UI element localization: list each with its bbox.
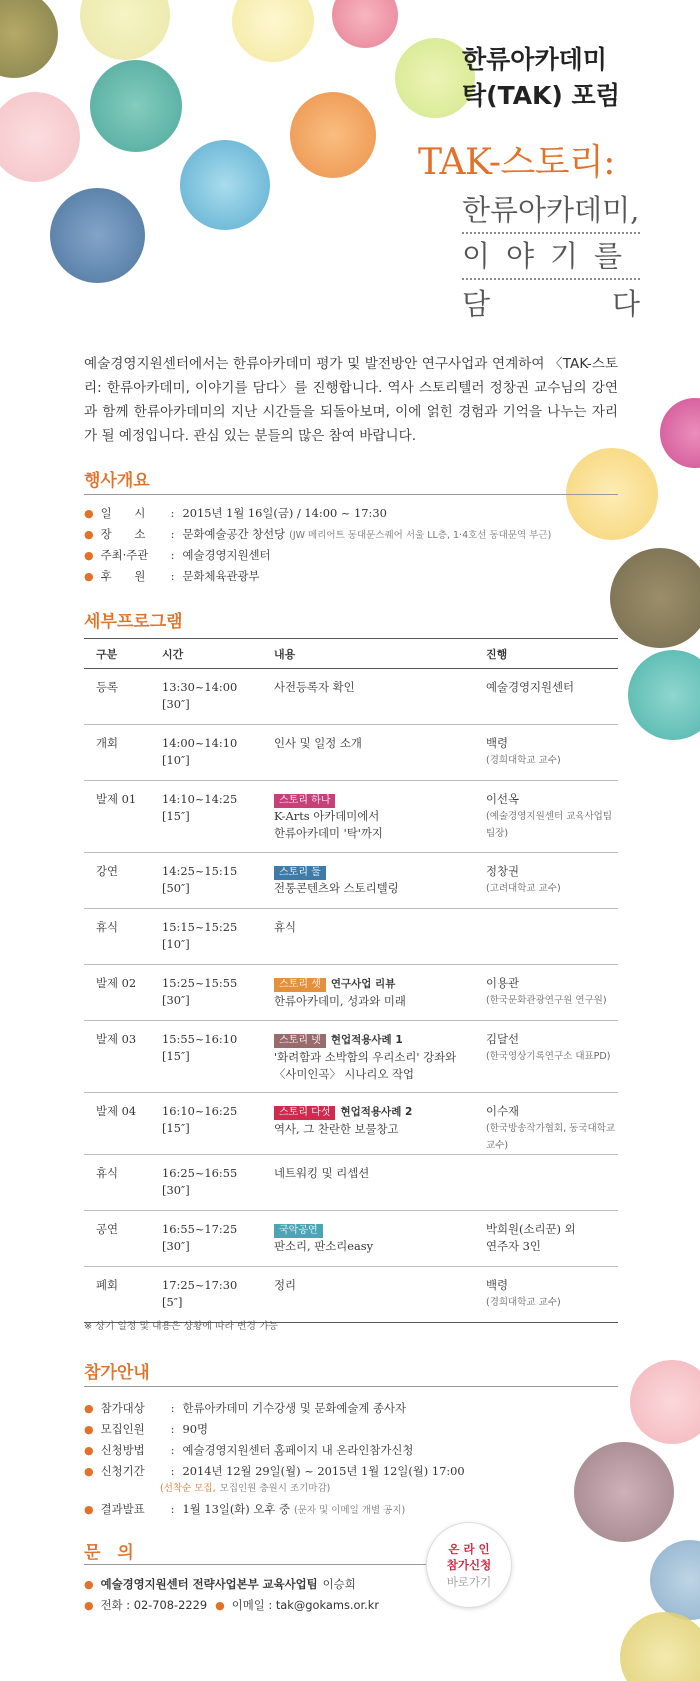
overview-note: (JW 메리어트 동대문스퀘어 서울 LL층, 1·4호선 동대문역 부근): [289, 530, 552, 541]
story-tag: 스토리 셋: [274, 978, 326, 992]
program-time-cell: [150, 669, 262, 725]
decor-blob: [574, 1442, 674, 1542]
participation-key: 신청방법: [100, 1443, 145, 1457]
program-host: 백령: [486, 1278, 509, 1292]
program-content: 사전등록자 확인: [274, 680, 355, 694]
decor-blob: [0, 0, 58, 78]
program-time-cell: [150, 1021, 262, 1093]
program-content-cell: [262, 781, 474, 853]
decor-blob: [650, 1540, 700, 1620]
subtitle-line-3-b: 다: [611, 287, 640, 321]
overview-item: ● 후 원 : 문화체육관광부: [84, 569, 260, 583]
online-button-line-3: 바로가기: [446, 1575, 492, 1589]
contact-phone: 전화 : 02-708-2229: [100, 1598, 208, 1612]
program-duration: [10″]: [162, 753, 190, 767]
program-type-label: 휴식: [96, 920, 119, 934]
program-duration: [15″]: [162, 1121, 190, 1135]
decor-blob: [290, 92, 376, 178]
program-host-sub: (한국방송작가협회, 동국대학교 교수): [486, 1123, 616, 1151]
program-host-cell: [474, 853, 618, 909]
program-content-cell: [262, 965, 474, 1021]
program-content: 정리: [274, 1278, 297, 1292]
bullet-icon: ●: [84, 1402, 94, 1415]
program-host-sub: (한국문화관광연구원 연구원): [486, 995, 607, 1006]
table-row: [84, 781, 618, 853]
overview-value: 문화체육관광부: [182, 569, 260, 583]
program-type: [84, 725, 150, 781]
program-time-cell: [150, 1211, 262, 1267]
program-time: 16:10~16:25: [162, 1104, 238, 1118]
col-header-type: 구분: [84, 639, 150, 669]
program-host: 김달선: [486, 1032, 520, 1046]
contact-org: 예술경영지원센터 전략사업본부 교육사업팀: [100, 1577, 318, 1591]
bullet-icon: ●: [84, 1423, 94, 1436]
participation-value: 예술경영지원센터 홈페이지 내 온라인참가신청: [182, 1443, 414, 1457]
program-type: [84, 853, 150, 909]
story-tag: 스토리 다섯: [274, 1106, 335, 1120]
poster-title: [462, 42, 620, 114]
program-type-label: 발제 01: [96, 792, 137, 806]
program-duration: [5″]: [162, 1295, 183, 1309]
program-time-cell: [150, 781, 262, 853]
program-type-label: 개회: [96, 736, 119, 750]
program-time: 15:15~15:25: [162, 920, 238, 934]
program-content: 인사 및 일정 소개: [274, 736, 362, 750]
program-duration: [30″]: [162, 697, 190, 711]
overview-title: 행사개요: [84, 471, 150, 491]
overview-item: ● 주최·주관 : 예술경영지원센터: [84, 548, 271, 562]
program-type: [84, 1021, 150, 1093]
program-host-cell: [474, 1021, 618, 1093]
overview-value: 예술경영지원센터: [182, 548, 271, 562]
decor-blob: [180, 140, 270, 230]
period-note-grey: 모집인원 충원시 조기마감): [219, 1483, 331, 1494]
story-tag-title: 연구사업 리뷰: [330, 978, 396, 990]
program-content: 휴식: [274, 920, 297, 934]
program-host-cell: [474, 781, 618, 853]
tak-story-heading: TAK-스토리:: [418, 142, 615, 183]
story-tag: 스토리 하나: [274, 794, 335, 808]
table-row: [84, 1093, 618, 1155]
table-row: [84, 669, 618, 725]
program-time-cell: [150, 1267, 262, 1323]
program-host-sub: (한국영상기록연구소 대표PD): [486, 1051, 611, 1062]
program-time: 16:25~16:55: [162, 1166, 238, 1180]
program-host: 정창권: [486, 864, 520, 878]
program-host: 이용관: [486, 976, 520, 990]
participation-title: 참가안내: [84, 1363, 150, 1383]
bullet-icon: ●: [215, 1599, 225, 1612]
program-host: 예술경영지원센터: [486, 680, 575, 694]
program-type: [84, 1267, 150, 1323]
program-time-cell: [150, 909, 262, 965]
decor-blob: [0, 92, 80, 182]
program-duration: [10″]: [162, 937, 190, 951]
program-content-cell: [262, 853, 474, 909]
participation-item: ● 신청방법 : 예술경영지원센터 홈페이지 내 온라인참가신청: [84, 1443, 414, 1457]
subtitle-line-2: 이야기를: [462, 236, 640, 280]
table-header-row: [84, 639, 618, 669]
program-host-cell: [474, 965, 618, 1021]
program-type: [84, 965, 150, 1021]
story-tag: 스토리 둘: [274, 866, 326, 880]
story-tag: 국악공연: [274, 1224, 323, 1238]
program-duration: [30″]: [162, 1239, 190, 1253]
program-host: 이선옥: [486, 792, 520, 806]
story-tag-title: 현업적용사례 2: [340, 1106, 413, 1118]
program-time: 13:30~14:00: [162, 680, 238, 694]
program-type: [84, 669, 150, 725]
program-time-cell: [150, 853, 262, 909]
col-header-time: 시간: [150, 639, 262, 669]
contact-org-line: [84, 1576, 356, 1592]
decor-blob: [80, 0, 170, 60]
overview-value: 2015년 1월 16일(금) / 14:00 ~ 17:30: [182, 506, 387, 520]
program-host-sub: (경희대학교 교수): [486, 1297, 561, 1308]
participation-item: ● 결과발표 : 1월 13일(화) 오후 중 (문자 및 이메일 개별 공지): [84, 1502, 406, 1516]
participation-value: 한류아카데미 기수강생 및 문화예술계 종사자: [182, 1401, 407, 1415]
bullet-icon: ●: [84, 1503, 94, 1516]
program-host-cell: [474, 1155, 618, 1211]
table-row: [84, 853, 618, 909]
program-time: 14:25~15:15: [162, 864, 238, 878]
bullet-icon: ●: [84, 1444, 94, 1457]
table-row: [84, 909, 618, 965]
program-content: 네트워킹 및 리셉션: [274, 1166, 370, 1180]
program-host-sub: 연주자 3인: [486, 1239, 541, 1253]
title-line-2: 탁(TAK) 포럼: [462, 81, 620, 110]
decor-blob: [610, 548, 700, 648]
program-content: 역사, 그 찬란한 보물창고: [274, 1122, 399, 1136]
program-host-sub: (예술경영지원센터 교육사업팀 팀장): [486, 811, 613, 839]
bullet-icon: ●: [84, 570, 94, 583]
program-time: 17:25~17:30: [162, 1278, 238, 1292]
program-content: 판소리, 판소리easy: [274, 1239, 374, 1253]
contact-person: 이승희: [322, 1577, 356, 1591]
bullet-icon: ●: [84, 549, 94, 562]
decor-blob: [50, 188, 145, 283]
participation-value: 90명: [182, 1422, 208, 1436]
program-content-cell: [262, 1021, 474, 1093]
program-type: [84, 781, 150, 853]
program-type-label: 공연: [96, 1222, 119, 1236]
table-row: [84, 1267, 618, 1323]
overview-item: ● 장 소 : 문화예술공간 창선당 (JW 메리어트 동대문스퀘어 서울 LL층, 1·4호선 동대문역 부근): [84, 527, 552, 541]
program-duration: [50″]: [162, 881, 190, 895]
program-type: [84, 909, 150, 965]
program-type-label: 등록: [96, 680, 119, 694]
program-content-2: 한류아카데미 '탁'까지: [274, 826, 383, 840]
program-type-label: 발제 04: [96, 1104, 137, 1118]
overview-key: 일 시: [100, 506, 146, 520]
program-content-cell: [262, 909, 474, 965]
participation-value: 1월 13일(화) 오후 중: [182, 1502, 290, 1516]
online-button-line-1: 온 라 인: [448, 1542, 490, 1556]
participation-item: ● 신청기간 : 2014년 12월 29일(월) ~ 2015년 1월 12일(월) 17:00: [84, 1464, 465, 1478]
bullet-icon: ●: [84, 1599, 94, 1612]
bullet-icon: ●: [84, 1578, 94, 1591]
program-host-cell: [474, 669, 618, 725]
decor-blob: [628, 650, 700, 740]
online-button-line-2: 참가신청: [446, 1558, 492, 1572]
table-row: [84, 1155, 618, 1211]
program-type-label: 발제 02: [96, 976, 137, 990]
program-content-cell: [262, 1155, 474, 1211]
table-row: [84, 1021, 618, 1093]
program-content-cell: [262, 725, 474, 781]
program-host-cell: [474, 725, 618, 781]
program-host-sub: (경희대학교 교수): [486, 755, 561, 766]
table-row: [84, 1211, 618, 1267]
program-time-cell: [150, 1093, 262, 1155]
program-time-cell: [150, 1155, 262, 1211]
bullet-icon: ●: [84, 528, 94, 541]
participation-key: 결과발표: [100, 1502, 145, 1516]
contact-title: 문 의: [84, 1543, 134, 1563]
contact-email[interactable]: 이메일 : tak@gokams.or.kr: [231, 1598, 380, 1612]
program-title: 세부프로그램: [84, 612, 183, 632]
decor-blob: [90, 60, 182, 152]
program-content-cell: [262, 669, 474, 725]
program-time: 14:10~14:25: [162, 792, 238, 806]
participation-note: (문자 및 이메일 개별 공지): [293, 1505, 406, 1516]
contact-info-line: [84, 1597, 379, 1613]
subtitle-line-3: [462, 284, 640, 328]
overview-key: 후 원: [100, 569, 146, 583]
title-line-1: 한류아카데미: [462, 45, 607, 74]
program-time: 14:00~14:10: [162, 736, 238, 750]
col-header-content: 내용: [262, 639, 474, 669]
schedule-note: ※ 상기 일정 및 내용은 상황에 따라 변경 가능: [84, 1321, 279, 1332]
program-time-cell: [150, 725, 262, 781]
program-type-label: 휴식: [96, 1166, 119, 1180]
decor-blob: [630, 1360, 700, 1444]
program-time: 15:55~16:10: [162, 1032, 238, 1046]
program-duration: [15″]: [162, 809, 190, 823]
participation-item: ● 참가대상 : 한류아카데미 기수강생 및 문화예술계 종사자: [84, 1401, 407, 1415]
program-duration: [30″]: [162, 993, 190, 1007]
table-row: [84, 725, 618, 781]
program-content: 한류아카데미, 성과와 미래: [274, 994, 406, 1008]
program-type: [84, 1093, 150, 1155]
period-note-orange: (선착순 모집,: [160, 1483, 216, 1494]
program-host-cell: [474, 909, 618, 965]
program-duration: [15″]: [162, 1049, 190, 1063]
decor-blob: [660, 398, 700, 468]
bullet-icon: ●: [84, 1465, 94, 1478]
program-table: [84, 638, 618, 1323]
program-time-cell: [150, 965, 262, 1021]
overview-item: ● 일 시 : 2015년 1월 16일(금) / 14:00 ~ 17:30: [84, 506, 387, 520]
program-type: [84, 1155, 150, 1211]
decor-blob: [620, 1612, 700, 1681]
participation-item: ● 모집인원 : 90명: [84, 1422, 208, 1436]
program-host-sub: (고려대학교 교수): [486, 883, 561, 894]
program-content-cell: [262, 1267, 474, 1323]
program-time: 16:55~17:25: [162, 1222, 238, 1236]
program-type-label: 강연: [96, 864, 119, 878]
program-host-cell: [474, 1267, 618, 1323]
program-host-cell: [474, 1093, 618, 1155]
col-header-host: 진행: [474, 639, 618, 669]
story-tag-title: 현업적용사례 1: [330, 1034, 403, 1046]
period-note: [160, 1480, 330, 1494]
program-content: 전통콘텐츠와 스토리텔링: [274, 881, 399, 895]
program-content: K-Arts 아카데미에서: [274, 809, 380, 823]
program-time: 15:25~15:55: [162, 976, 238, 990]
overview-value: 문화예술공간 창선당: [182, 527, 286, 541]
program-host-cell: [474, 1211, 618, 1267]
participation-key: 신청기간: [100, 1464, 145, 1478]
divider: [84, 1386, 618, 1387]
intro-paragraph: 예술경영지원센터에서는 한류아카데미 평가 및 발전방안 연구사업과 연계하여 〈TAK-스토리: 한류아카데미, 이야기를 담다〉를 진행합니다. 역사 스토리텔러 정창권 교수님의 강연과 함께 한류아카데미의 지난 시간들을 되돌아보며, 이에 얽힌 경험과 기억을 나누는 자리가 될 예정입니다. 관심 있는 분들의 많은 참여 바랍니다.: [84, 356, 618, 444]
divider: [84, 1564, 434, 1565]
program-host: 박희원(소리꾼) 외: [486, 1222, 576, 1236]
participation-key: 모집인원: [100, 1422, 145, 1436]
subtitle-line-3-a: 담: [462, 287, 491, 321]
overview-key: 장 소: [100, 527, 146, 541]
participation-key: 참가대상: [100, 1401, 145, 1415]
program-type-label: 발제 03: [96, 1032, 137, 1046]
divider: [84, 494, 618, 495]
bullet-icon: ●: [84, 507, 94, 520]
decor-blob: [332, 0, 398, 48]
program-duration: [30″]: [162, 1183, 190, 1197]
program-type: [84, 1211, 150, 1267]
program-content: '화려함과 소박함의 우리소리' 강좌와: [274, 1050, 457, 1064]
program-type-label: 폐회: [96, 1278, 119, 1292]
participation-value: 2014년 12월 29일(월) ~ 2015년 1월 12일(월) 17:00: [182, 1464, 465, 1478]
program-content-cell: [262, 1093, 474, 1155]
online-registration-button[interactable]: [426, 1522, 512, 1608]
program-content-cell: [262, 1211, 474, 1267]
story-tag: 스토리 넷: [274, 1034, 326, 1048]
decor-blob: [232, 0, 314, 62]
subtitle-line-1: 한류아카데미,: [462, 190, 640, 234]
program-host: 백령: [486, 736, 509, 750]
program-content-2: 〈사미인곡〉 시나리오 작업: [274, 1067, 415, 1081]
program-host: 이수재: [486, 1104, 520, 1118]
overview-key: 주최·주관: [100, 548, 149, 562]
table-row: [84, 965, 618, 1021]
